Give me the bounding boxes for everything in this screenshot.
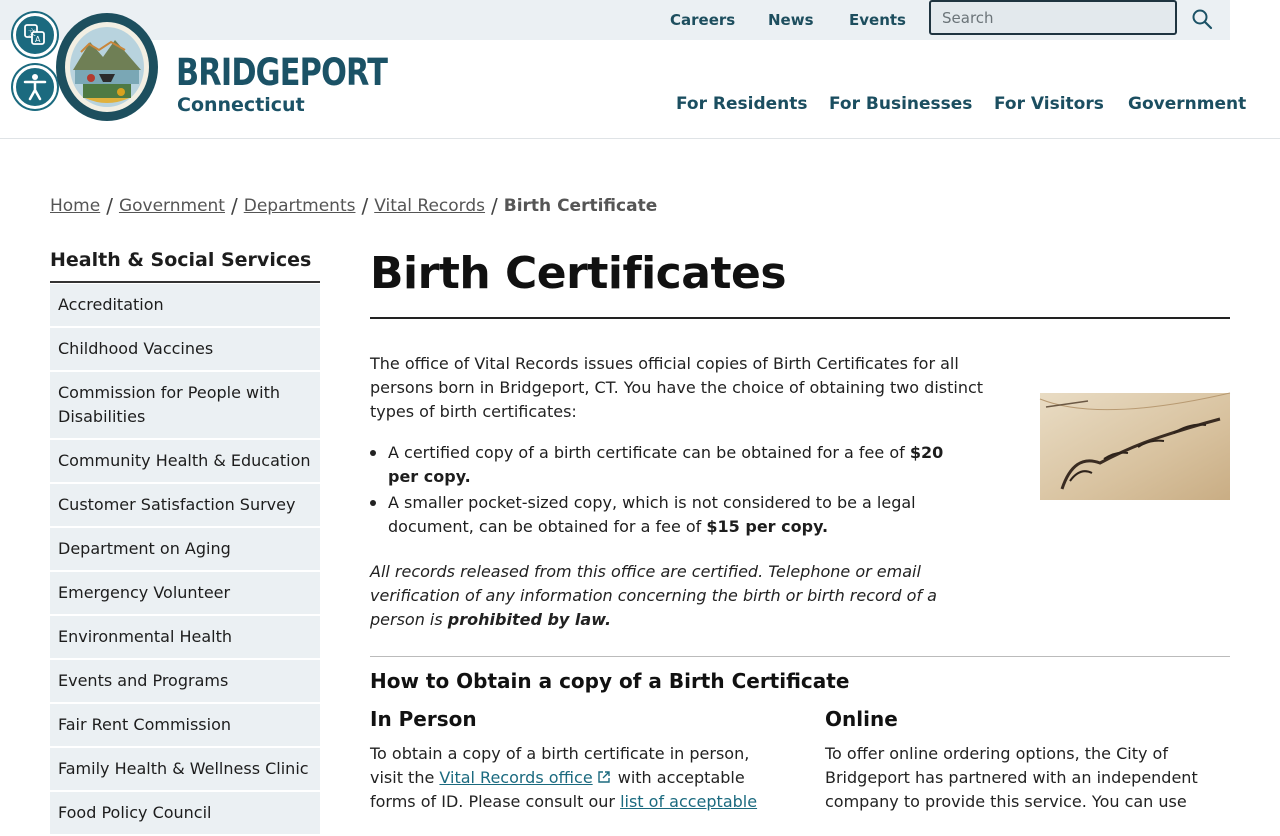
list-item — [370, 441, 970, 489]
certificate-types-list — [370, 441, 970, 541]
sidebar-item-food-policy[interactable]: Food Policy Council — [50, 792, 320, 834]
bullet-fee: $15 per copy. — [706, 517, 829, 536]
nav-for-residents[interactable]: For Residents — [676, 94, 808, 114]
breadcrumb-separator: / — [361, 194, 369, 218]
breadcrumb-separator: / — [106, 194, 113, 218]
sidebar-item-events-programs[interactable]: Events and Programs — [50, 660, 320, 702]
bullet-fee: $20 per copy. — [388, 443, 944, 486]
sidebar-item-family-health[interactable]: Family Health & Wellness Clinic — [50, 748, 320, 790]
online-paragraph: To offer online ordering options, the City of Bridgeport has partnered with an independent company to provide this service. You can use — [825, 744, 1198, 811]
external-link-icon — [597, 770, 611, 784]
svg-text:A: A — [35, 35, 41, 44]
nav-government[interactable]: Government — [1128, 94, 1247, 114]
sidebar-nav — [50, 284, 320, 836]
breadcrumb-government[interactable]: Government — [118, 196, 225, 216]
in-person-paragraph — [370, 742, 765, 814]
vital-records-office-link[interactable]: Vital Records office — [439, 768, 593, 787]
accessibility-icon — [16, 68, 54, 106]
breadcrumb-separator: / — [230, 194, 238, 218]
news-link[interactable]: News — [768, 11, 814, 29]
sidebar-item-community-health[interactable]: Community Health & Education — [50, 440, 320, 482]
verification-note — [370, 560, 995, 632]
events-link[interactable]: Events — [849, 11, 906, 29]
list-item — [370, 491, 970, 539]
online-heading: Online — [825, 707, 898, 731]
how-to-obtain-heading: How to Obtain a copy of a Birth Certificate — [370, 669, 850, 693]
sidebar-title: Health & Social Services — [50, 249, 312, 271]
note-text: All records released from this office are certified. Telephone or email verification of any information concerning the birth or birth record of a person is — [370, 562, 937, 629]
title-divider — [370, 317, 1230, 319]
breadcrumb-home[interactable]: Home — [50, 196, 101, 216]
careers-link[interactable]: Careers — [670, 11, 736, 29]
search-input[interactable] — [929, 0, 1177, 35]
nav-for-visitors[interactable]: For Visitors — [994, 94, 1104, 114]
svg-text:文: 文 — [28, 28, 36, 37]
sidebar-item-customer-survey[interactable]: Customer Satisfaction Survey — [50, 484, 320, 526]
page-title: Birth Certificates — [370, 248, 787, 299]
note-emphasis: prohibited by law. — [447, 610, 612, 629]
sidebar-item-department-aging[interactable]: Department on Aging — [50, 528, 320, 570]
site-header — [0, 40, 1280, 139]
sidebar-item-fair-rent[interactable]: Fair Rent Commission — [50, 704, 320, 746]
intro-paragraph: The office of Vital Records issues official copies of Birth Certificates for all persons born in Bridgeport, CT. You have the choice of obtaining two distinct types of birth certificates: — [370, 354, 984, 421]
translate-icon — [16, 16, 54, 54]
acceptable-id-list-link[interactable]: list of acceptable — [620, 792, 758, 811]
sidebar-item-commission-disabilities[interactable]: Commission for People with Disabilities — [50, 372, 320, 438]
sidebar-item-accreditation[interactable]: Accreditation — [50, 284, 320, 326]
section-divider — [370, 656, 1230, 657]
brand-name[interactable]: BRIDGEPORT — [176, 51, 388, 94]
sidebar-divider — [50, 281, 320, 283]
breadcrumb-current: Birth Certificate — [503, 196, 658, 216]
breadcrumb — [50, 194, 657, 218]
in-person-text-continued: with acceptable forms of ID. Please consult our — [370, 768, 745, 811]
accessibility-button[interactable] — [13, 65, 57, 109]
utility-bar — [0, 0, 1230, 40]
bullet-text: A smaller pocket-sized copy, which is not considered to be a legal document, can be obtained for a fee of — [388, 493, 916, 536]
breadcrumb-vital-records[interactable]: Vital Records — [374, 196, 486, 216]
brand-subtitle: Connecticut — [177, 94, 305, 116]
bullet-text: A certified copy of a birth certificate can be obtained for a fee of — [388, 443, 910, 462]
birth-certificate-image — [1040, 393, 1230, 500]
search-icon — [1191, 8, 1213, 30]
translate-button[interactable] — [13, 13, 57, 57]
breadcrumb-departments[interactable]: Departments — [243, 196, 356, 216]
sidebar-item-childhood-vaccines[interactable]: Childhood Vaccines — [50, 328, 320, 370]
breadcrumb-separator: / — [491, 194, 498, 218]
sidebar-item-emergency-volunteer[interactable]: Emergency Volunteer — [50, 572, 320, 614]
in-person-heading: In Person — [370, 707, 477, 731]
in-person-text: To obtain a copy of a birth certificate in person, visit the — [370, 744, 750, 787]
search-button[interactable] — [1184, 6, 1220, 34]
city-seal-logo[interactable] — [55, 12, 159, 122]
nav-for-businesses[interactable]: For Businesses — [829, 94, 973, 114]
sidebar-item-environmental-health[interactable]: Environmental Health — [50, 616, 320, 658]
